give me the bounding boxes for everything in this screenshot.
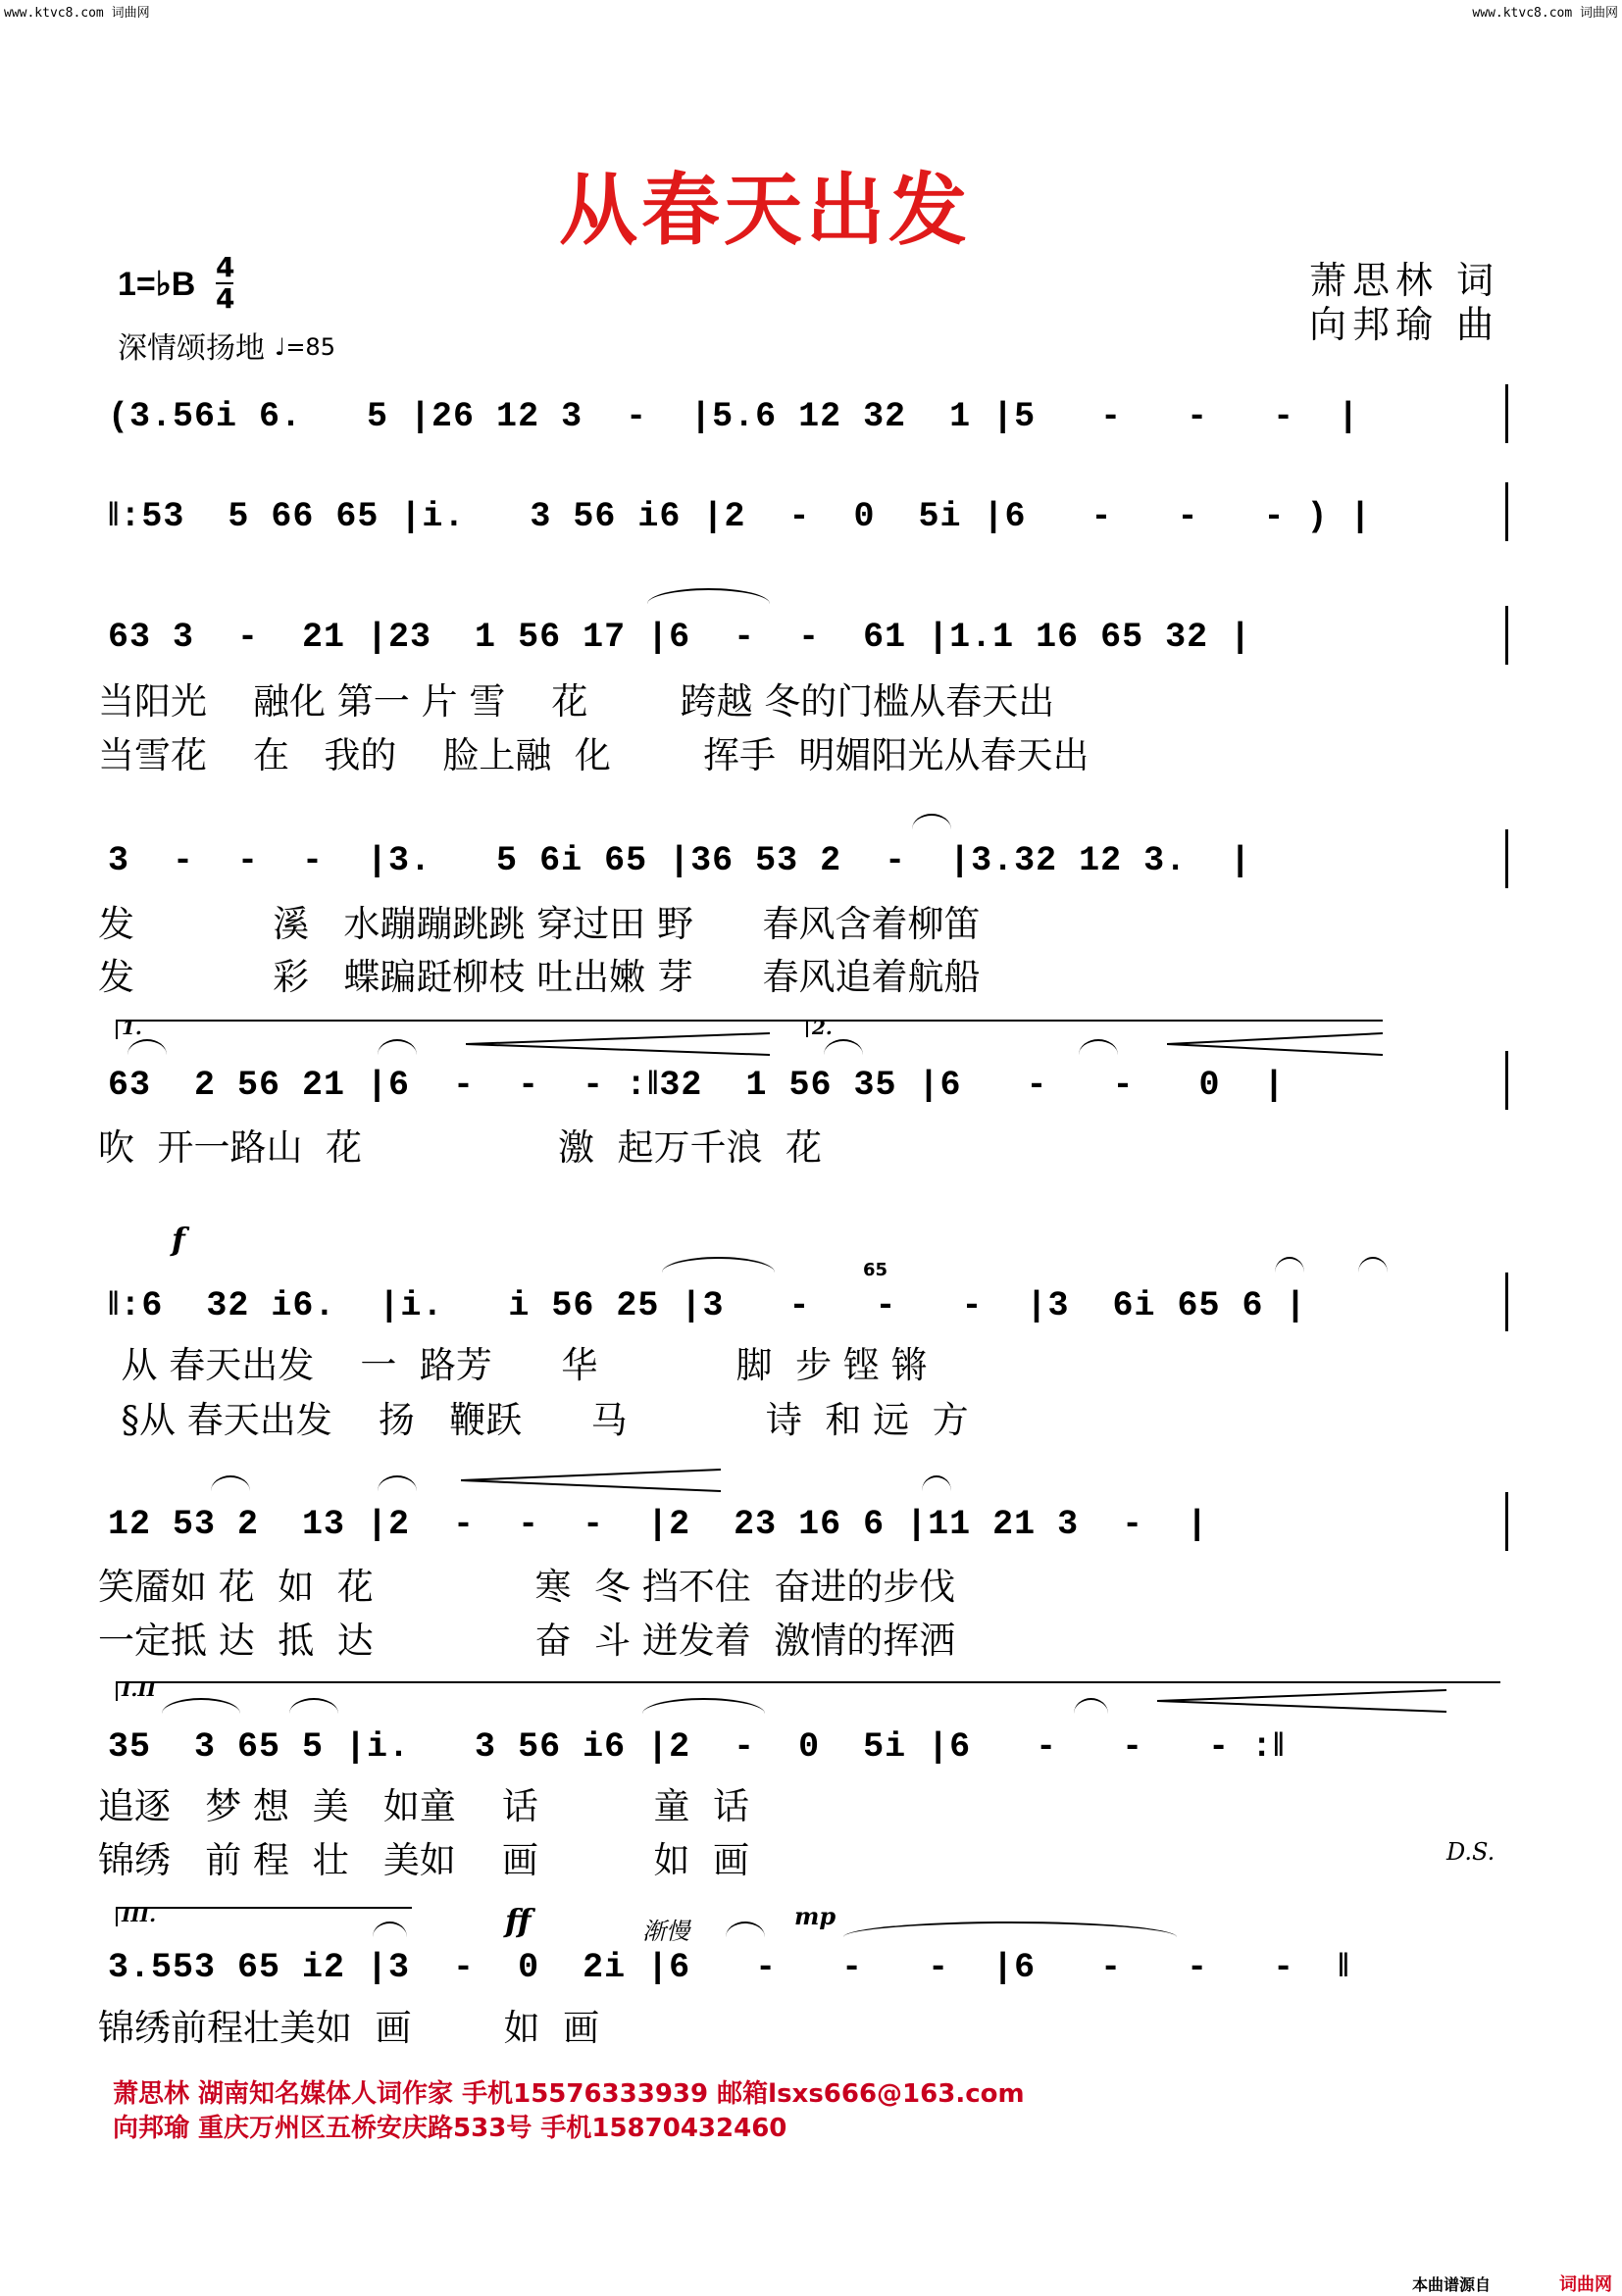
- notes-line-5: 63 2 56 21 |6 - - - :‖32 1 56 35 |6 - - 0 |: [108, 1066, 1286, 1105]
- hairpin-decrescendo: [1157, 1686, 1451, 1716]
- notes-line-4: 3 - - - |3. 5 6i 65 |36 53 2 - |3.32 12 3. |: [108, 841, 1252, 880]
- volta-i-ii-label: I.II: [122, 1677, 157, 1701]
- end-barline: [1505, 384, 1508, 443]
- slur: [1275, 1257, 1304, 1273]
- ritardando: 渐慢: [642, 1918, 689, 1945]
- notes-line-6: ‖:6 32 i6. |i. i 56 25 |3 - - - |3 6i 65 6 |: [108, 1286, 1307, 1325]
- notes-line-1: (3.56i 6. 5 |26 12 3 - |5.6 12 32 1 |5 - - - |: [108, 397, 1360, 436]
- slur: [922, 1475, 951, 1491]
- volta-2-label: 2.: [812, 1016, 833, 1039]
- composer-credit: 向邦瑜 曲: [1309, 303, 1500, 346]
- volta-1-label: 1.: [122, 1016, 142, 1039]
- lyricist-credit: 萧思林 词: [1309, 259, 1500, 302]
- lyric-7-verse2: 一定抵 达 抵 达 奋 斗 迸发着 激情的挥洒: [98, 1620, 956, 1662]
- lyric-5-verse1: 吹 开一路山 花 激 起万千浪 花: [98, 1126, 823, 1169]
- slur: [843, 1922, 1177, 1937]
- end-barline: [1505, 1273, 1508, 1331]
- source-note: 本曲谱源自: [1412, 2275, 1492, 2294]
- slur: [662, 1257, 775, 1273]
- time-sig-bottom: 4: [216, 282, 235, 315]
- end-barline: [1505, 829, 1508, 888]
- key-signature: 1=♭B: [118, 266, 196, 303]
- tempo-text: 深情颂扬地: [118, 331, 265, 366]
- slur: [1079, 1039, 1118, 1055]
- notes-line-3: 63 3 - 21 |23 1 56 17 |6 - - 61 |1.1 16 65 32 |: [108, 618, 1252, 657]
- slur: [211, 1475, 250, 1491]
- watermark-right: www.ktvc8.com 词曲网: [1472, 6, 1618, 21]
- dynamic-ff: ff: [505, 1902, 532, 1939]
- notes-line-9: 3.553 65 i2 |3 - 0 2i |6 - - - |6 - - - ‖: [108, 1948, 1350, 1987]
- end-barline: [1505, 1051, 1508, 1110]
- volta-iii-label: III.: [122, 1903, 157, 1926]
- grace-notes: 65: [863, 1260, 888, 1280]
- site-logo[interactable]: 词曲网: [1559, 2274, 1612, 2295]
- watermark-left: www.ktvc8.com 词曲网: [4, 6, 150, 21]
- end-barline: [1505, 606, 1508, 665]
- lyric-4-verse2: 发 彩 蝶蹁跹柳枝 吐出嫩 芽 春风追着航船: [98, 956, 981, 998]
- notes-line-2: ‖:53 5 66 65 |i. 3 56 i6 |2 - 0 5i |6 - - - ) |: [108, 497, 1372, 536]
- slur: [1358, 1257, 1388, 1273]
- lyric-4-verse1: 发 溪 水蹦蹦跳跳 穿过田 野 春风含着柳笛: [98, 903, 981, 945]
- dynamic-f: f: [172, 1221, 185, 1258]
- lyric-8-verse1: 追逐 梦 想 美 如童 话 童 话: [98, 1785, 750, 1827]
- footer-lyricist-contact: 萧思林 湖南知名媒体人词作家 手机15576333939 邮箱lsxs666@163.com: [113, 2079, 1025, 2109]
- tempo-value: ♩=85: [275, 333, 335, 361]
- hairpin-decrescendo: [466, 1029, 780, 1059]
- notes-line-7: 12 53 2 13 |2 - - - |2 23 16 6 |11 21 3 - |: [108, 1505, 1209, 1544]
- lyric-3-verse2: 当雪花 在 我的 脸上融 化 挥手 明媚阳光从春天出: [98, 734, 1090, 776]
- slur: [824, 1039, 863, 1055]
- slur: [647, 588, 770, 604]
- end-barline: [1505, 1492, 1508, 1551]
- lyric-3-verse1: 当阳光 融化 第一 片 雪 花 跨越 冬的门槛从春天出: [98, 680, 1055, 723]
- hairpin-decrescendo: [1167, 1029, 1393, 1059]
- lyric-7-verse1: 笑靥如 花 如 花 寒 冬 挡不住 奋进的步伐: [98, 1566, 956, 1608]
- dal-segno: D.S.: [1446, 1838, 1495, 1866]
- lyric-6-verse1: 从 春天出发 一 路芳 华 脚 步 铿 锵: [98, 1344, 928, 1386]
- slur: [726, 1922, 765, 1937]
- footer-composer-contact: 向邦瑜 重庆万州区五桥安庆路533号 手机15870432460: [113, 2114, 787, 2143]
- slur: [127, 1039, 167, 1055]
- time-signature: [216, 253, 234, 314]
- hairpin-decrescendo: [461, 1466, 726, 1495]
- volta-bracket-iii: [116, 1907, 412, 1926]
- song-title: 从春天出发: [559, 164, 971, 256]
- slur: [912, 814, 951, 829]
- slur: [378, 1475, 417, 1491]
- time-sig-top: 4: [216, 251, 235, 283]
- lyric-6-verse2: §从 春天出发 扬 鞭跃 马 诗 和 远 方: [98, 1399, 969, 1441]
- lyric-9-verse1: 锦绣前程壮美如 画 如 画: [98, 2007, 600, 2049]
- end-barline: [1505, 482, 1508, 541]
- slur: [378, 1039, 417, 1055]
- dynamic-mp: mp: [794, 1902, 836, 1930]
- notes-line-8: 35 3 65 5 |i. 3 56 i6 |2 - 0 5i |6 - - - :‖: [108, 1727, 1286, 1767]
- lyric-8-verse2: 锦绣 前 程 壮 美如 画 如 画: [98, 1839, 750, 1881]
- volta-2-edge: [806, 1020, 808, 1037]
